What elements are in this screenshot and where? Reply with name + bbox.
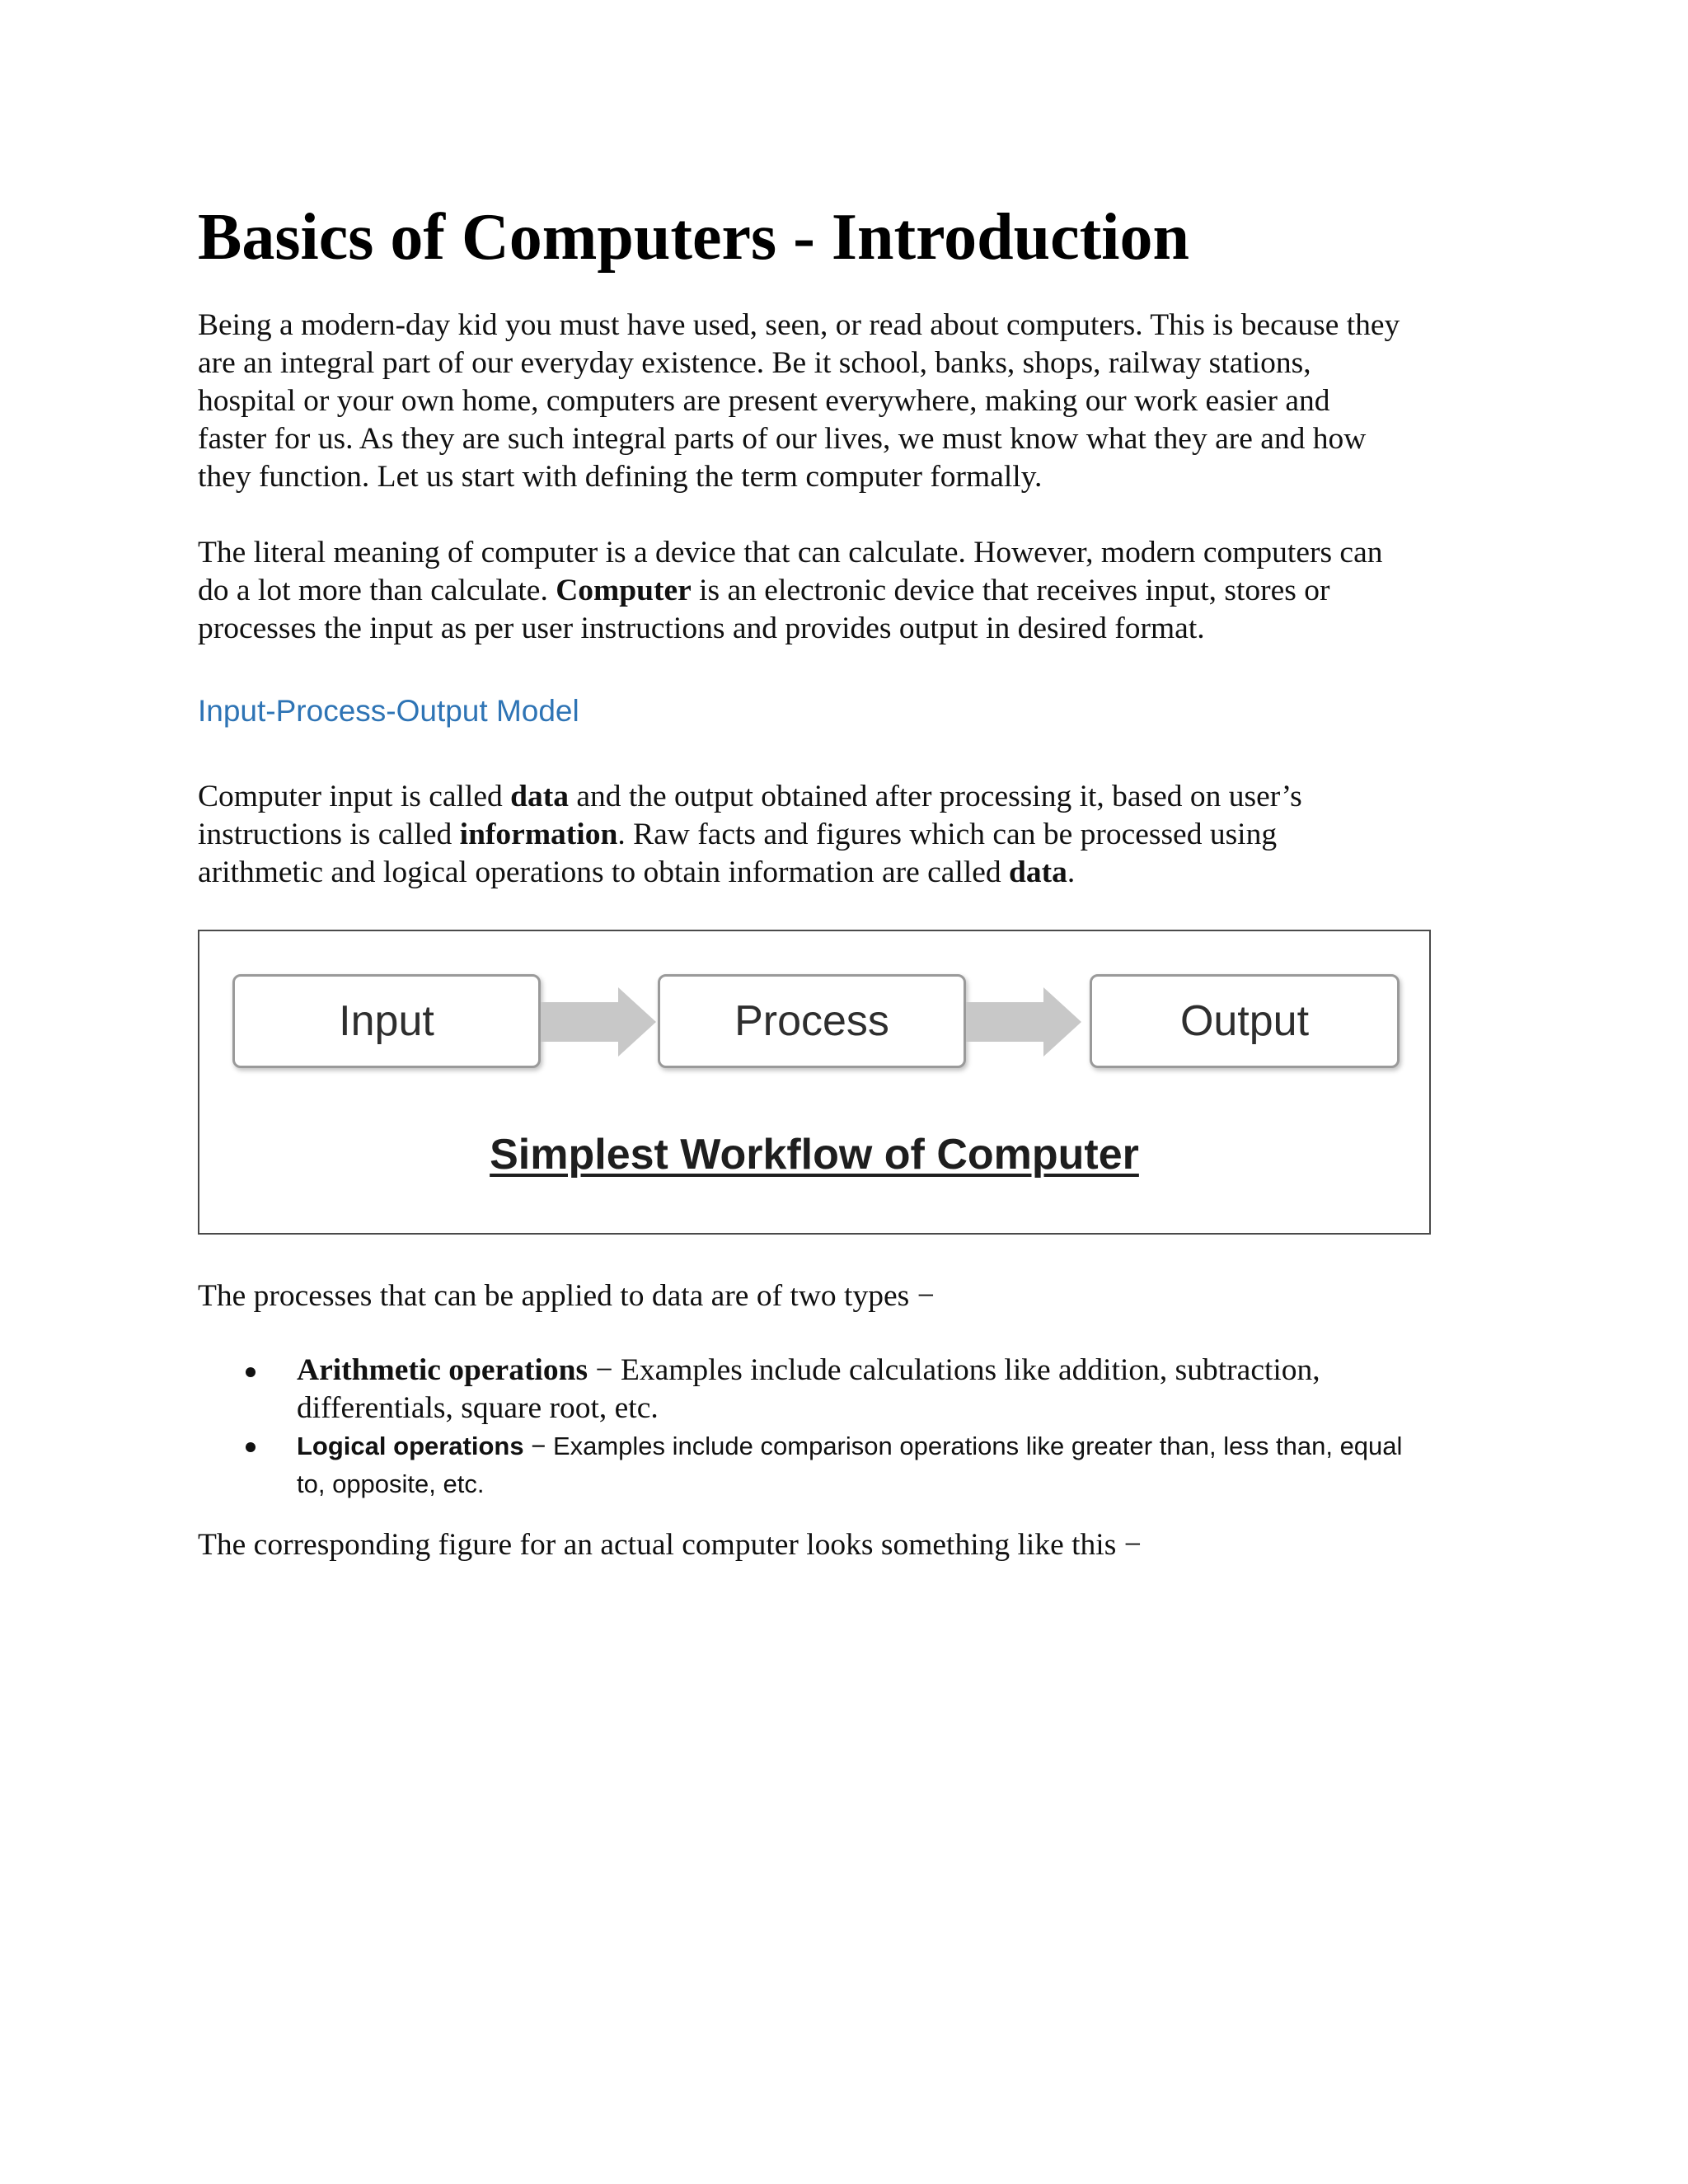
data-info-line bbox=[198, 816, 1517, 854]
definition-line: The literal meaning of computer is a device that can calculate. However, modern computers can bbox=[198, 536, 1383, 569]
list-item-line bbox=[297, 1352, 1533, 1390]
definition-line: processes the input as per user instructions and provides output in desired format. bbox=[198, 612, 1205, 645]
information-term: information bbox=[459, 818, 618, 851]
intro-paragraph bbox=[198, 307, 1517, 496]
intro-line: they function. Let us start with defining the term computer formally. bbox=[198, 460, 1043, 494]
list-item-line: differentials, square root, etc. bbox=[297, 1391, 659, 1425]
intro-line: faster for us. As they are such integral parts of our lives, we must know what they are and how bbox=[198, 422, 1367, 456]
list-item-line: to, opposite, etc. bbox=[297, 1469, 485, 1498]
intro-line: are an integral part of our everyday existence. Be it school, banks, shops, railway stations, bbox=[198, 346, 1311, 380]
list-item bbox=[198, 1352, 1533, 1427]
computer-term: Computer bbox=[556, 574, 692, 607]
data-info-text: Computer input is called bbox=[198, 780, 511, 813]
definition-paragraph bbox=[198, 534, 1517, 648]
list-item-term: Logical operations bbox=[297, 1432, 524, 1460]
data-info-text: . Raw facts and figures which can be processed using bbox=[617, 818, 1278, 851]
arrow-right-icon bbox=[541, 987, 656, 1057]
definition-text: is an electronic device that receives input, stores or bbox=[691, 574, 1330, 607]
figure-caption: Simplest Workflow of Computer bbox=[490, 1131, 1139, 1179]
input-box: Input bbox=[232, 974, 541, 1068]
data-term: data bbox=[510, 780, 569, 813]
section-heading: Input-Process-Output Model bbox=[198, 694, 579, 728]
bullet-icon bbox=[246, 1367, 256, 1377]
bullet-icon bbox=[246, 1442, 256, 1452]
data-info-line bbox=[198, 778, 1517, 816]
data-info-text: and the output obtained after processing it, based on user’s bbox=[568, 780, 1302, 813]
list-item bbox=[198, 1427, 1533, 1503]
data-info-line bbox=[198, 854, 1517, 892]
data-info-text: instructions is called bbox=[198, 818, 460, 851]
arrow-right-icon bbox=[966, 987, 1081, 1057]
process-box: Process bbox=[658, 974, 966, 1068]
page-title: Basics of Computers - Introduction bbox=[198, 201, 1190, 274]
data-term: data bbox=[1009, 855, 1067, 889]
definition-text: do a lot more than calculate. bbox=[198, 574, 556, 607]
workflow-figure bbox=[198, 930, 1431, 1235]
processes-intro: The processes that can be applied to data are of two types − bbox=[198, 1279, 935, 1313]
intro-line: hospital or your own home, computers are present everywhere, making our work easier and bbox=[198, 384, 1330, 418]
list-item-text: − Examples include comparison operations like greater than, less than, equal bbox=[523, 1432, 1403, 1460]
data-info-paragraph bbox=[198, 778, 1517, 892]
output-box: Output bbox=[1090, 974, 1400, 1068]
list-item-text: − Examples include calculations like addition, subtraction, bbox=[588, 1353, 1320, 1387]
list-item-term: Arithmetic operations bbox=[297, 1353, 588, 1387]
data-info-text: . bbox=[1067, 855, 1076, 889]
closing-paragraph: The corresponding figure for an actual computer looks something like this − bbox=[198, 1528, 1142, 1562]
operations-list bbox=[198, 1352, 1533, 1503]
data-info-text: arithmetic and logical operations to obtain information are called bbox=[198, 855, 1010, 889]
list-item-line bbox=[297, 1427, 1533, 1465]
definition-line bbox=[198, 572, 1517, 610]
intro-line: Being a modern-day kid you must have used, seen, or read about computers. This is because they bbox=[198, 308, 1400, 342]
